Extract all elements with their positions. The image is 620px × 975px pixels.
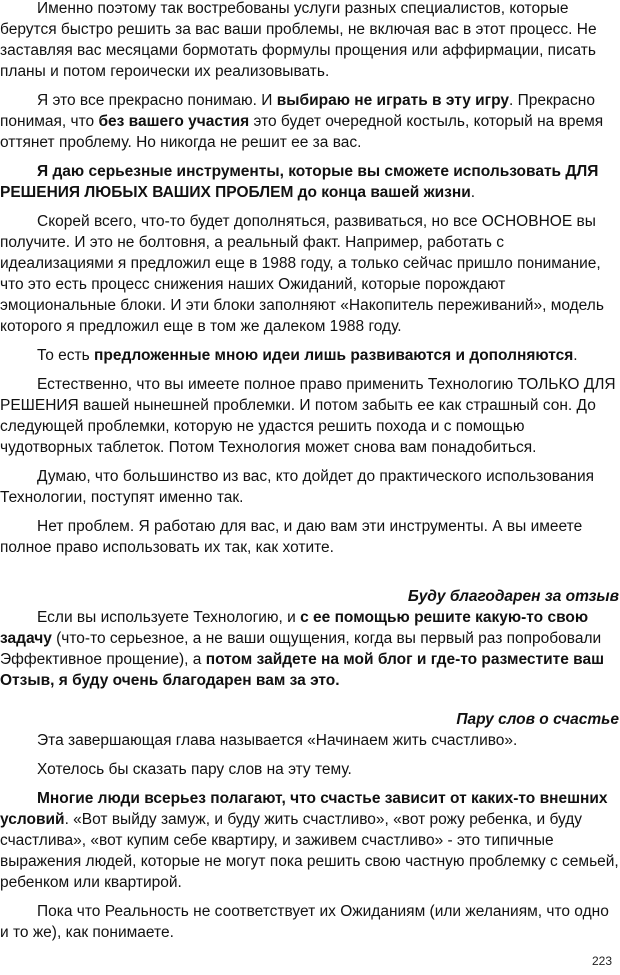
bold-text: выбираю не играть в эту игру — [276, 92, 510, 109]
paragraph: Скорей всего, что-то будет дополняться, развиваться, но все ОСНОВНОЕ вы получите. И это не болтовня, а реальный факт. Например, работать с идеализациями я предложил еще в 1988 году, а только сейчас пришло понимание, что это есть процесс снижения наших Ожиданий, которые порождают эмоциональные блоки. И эти блоки заполняют «Накопитель переживаний», модель которого я предложил еще в том же далеком 1988 году. — [0, 213, 604, 335]
spacer — [0, 566, 619, 586]
spacer — [0, 699, 619, 709]
page-number: 223 — [591, 954, 612, 968]
paragraph: Именно поэтому так востребованы услуги разных специалистов, которые берутся быстро решить за вас ваши проблемы, не включая вас в этот процесс. Не заставляя вас месяцами бормотать формулы прощения или аффирмации, писать планы и потом героически их реализовывать. — [0, 0, 597, 80]
bold-text: с ее помощью решите какую-то свою задачу — [0, 609, 589, 647]
paragraph: Многие люди всерьез полагают, что счастье зависит от каких-то внешних условий. «Вот выйду замуж, и буду жить счастливо», «вот рожу ребенка, и буду счастлива», «вот купим себе квартиру, и заживем счастливо» - это типичные выражения людей, которые не могут пока решить свою частную проблемку с семьей, ребенком или квартирой. — [0, 790, 619, 891]
paragraph: Я это все прекрасно понимаю. И выбираю не играть в эту игру. Прекрасно понимая, что без вашего участия это будет очередной костыль, который на время оттянет проблему. Но никогда не решит ее за вас. — [0, 92, 604, 151]
bold-text: Я даю серьезные инструменты, которые вы сможете использовать ДЛЯ РЕШЕНИЯ ЛЮБЫХ ВАШИХ ПРОБЛЕМ до конца вашей жизни — [0, 163, 599, 201]
bold-text: потом зайдете на мой блог и где-то разместите ваш Отзыв, я буду очень благодарен вам за это. — [0, 651, 604, 689]
paragraph: Естественно, что вы имеете полное право применить Технологию ТОЛЬКО ДЛЯ РЕШЕНИЯ вашей нынешней проблемки. И потом забыть ее как страшный сон. До следующей проблемки, которую не удастся решить похода и с помощью чудотворных таблеток. Потом Технология может снова вам понадобиться. — [0, 376, 616, 456]
paragraph: Думаю, что большинство из вас, кто дойдет до практического использования Технологии, поступят именно так. — [0, 468, 595, 506]
section-heading-feedback: Буду благодарен за отзыв — [407, 588, 619, 605]
bold-text: без вашего участия — [98, 113, 250, 130]
paragraph: Пока что Реальность не соответствует их Ожиданиям (или желаниям, что одно и то же), как понимаете. — [0, 903, 609, 941]
paragraph: То есть предложенные мною идеи лишь развиваются и дополняются. — [37, 347, 578, 364]
bold-text: предложенные мною идеи лишь развиваются и дополняются — [94, 347, 574, 364]
paragraph: Я даю серьезные инструменты, которые вы сможете использовать ДЛЯ РЕШЕНИЯ ЛЮБЫХ ВАШИХ ПРОБЛЕМ до конца вашей жизни. — [0, 163, 599, 201]
paragraph: Хотелось бы сказать пару слов на эту тему. — [37, 761, 352, 778]
bold-text: Многие люди всерьез полагают, что счастье зависит от каких-то внешних условий — [0, 790, 608, 828]
paragraph: Если вы используете Технологию, и с ее помощью решите какую-то свою задачу (что-то серьезное, а не ваши ощущения, когда вы первый раз попробовали Эффективное прощение), а потом зайдете на мой блог и где-то разместите ваш Отзыв, я буду очень благодарен вам за это. — [0, 609, 604, 689]
paragraph: Эта завершающая глава называется «Начинаем жить счастливо». — [37, 732, 518, 749]
paragraph: Нет проблем. Я работаю для вас, и даю вам эти инструменты. А вы имеете полное право использовать их так, как хотите. — [0, 518, 583, 556]
section-heading-happiness: Пару слов о счастье — [456, 711, 619, 728]
